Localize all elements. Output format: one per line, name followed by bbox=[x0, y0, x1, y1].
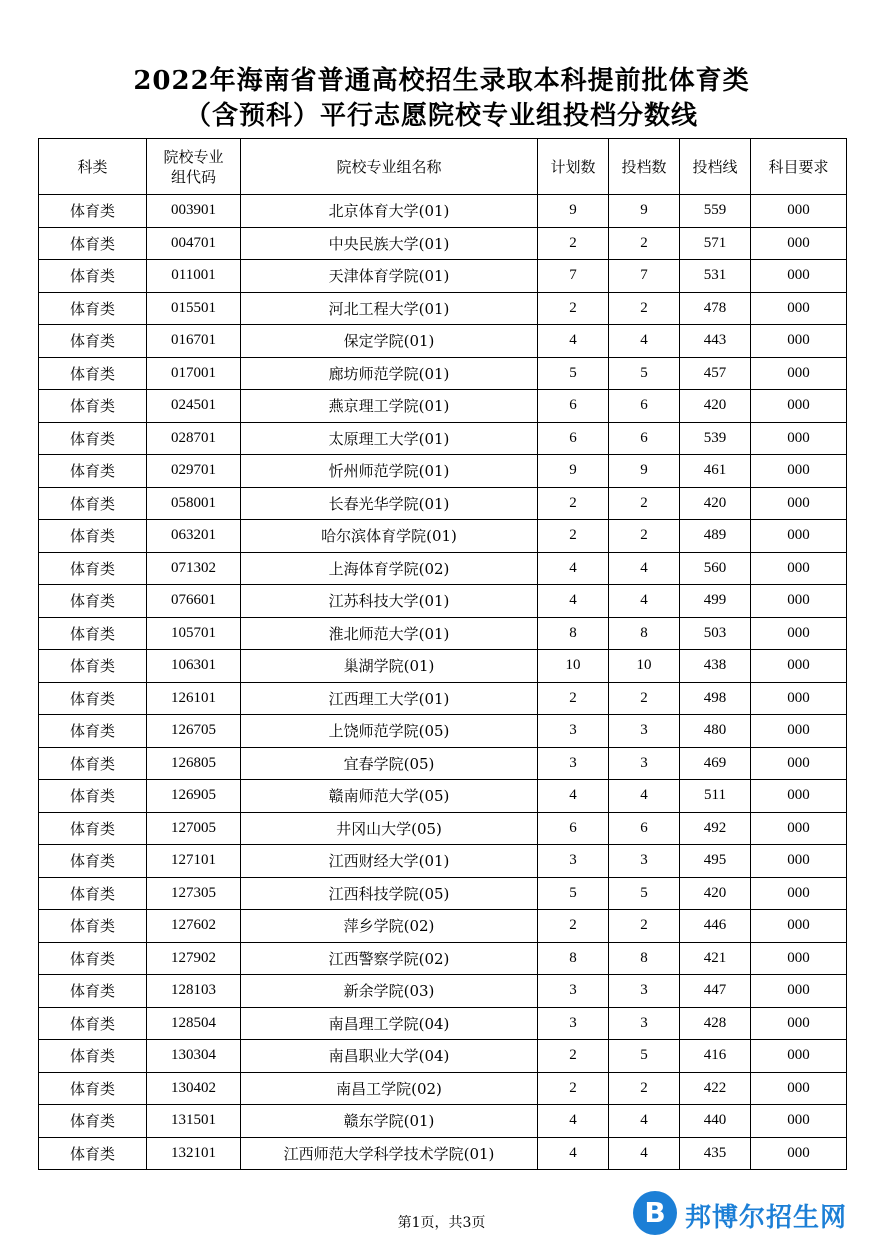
row-group-name: 河北工程大学(01) bbox=[241, 292, 538, 325]
row-cutoff-score: 438 bbox=[680, 650, 751, 683]
row-group-code: 126805 bbox=[147, 747, 241, 780]
row-group-code: 028701 bbox=[147, 422, 241, 455]
row-group-code: 106301 bbox=[147, 650, 241, 683]
row-subject-requirement: 000 bbox=[751, 292, 847, 325]
table-row bbox=[39, 877, 847, 910]
table-row bbox=[39, 195, 847, 228]
row-group-code: 063201 bbox=[147, 520, 241, 553]
row-group-code: 029701 bbox=[147, 455, 241, 488]
row-subject-requirement: 000 bbox=[751, 520, 847, 553]
row-group-name: 南昌理工学院(04) bbox=[241, 1007, 538, 1040]
row-group-code: 127305 bbox=[147, 877, 241, 910]
row-group-name: 北京体育大学(01) bbox=[241, 195, 538, 228]
row-group-name: 江西理工大学(01) bbox=[241, 682, 538, 715]
table-row bbox=[39, 260, 847, 293]
row-filed-count: 3 bbox=[609, 845, 680, 878]
row-filed-count: 2 bbox=[609, 227, 680, 260]
row-filed-count: 9 bbox=[609, 195, 680, 228]
row-category: 体育类 bbox=[39, 195, 147, 228]
row-plan-count: 2 bbox=[538, 487, 609, 520]
row-cutoff-score: 435 bbox=[680, 1137, 751, 1170]
row-filed-count: 5 bbox=[609, 1040, 680, 1073]
row-category: 体育类 bbox=[39, 975, 147, 1008]
row-cutoff-score: 511 bbox=[680, 780, 751, 813]
row-subject-requirement: 000 bbox=[751, 585, 847, 618]
row-category: 体育类 bbox=[39, 1137, 147, 1170]
row-filed-count: 2 bbox=[609, 520, 680, 553]
table-row bbox=[39, 682, 847, 715]
row-group-name: 井冈山大学(05) bbox=[241, 812, 538, 845]
table-row bbox=[39, 292, 847, 325]
row-cutoff-score: 503 bbox=[680, 617, 751, 650]
row-category: 体育类 bbox=[39, 617, 147, 650]
table-row bbox=[39, 1007, 847, 1040]
row-group-name: 淮北师范大学(01) bbox=[241, 617, 538, 650]
row-category: 体育类 bbox=[39, 227, 147, 260]
row-group-name: 江西师范大学科学技术学院(01) bbox=[241, 1137, 538, 1170]
table-row bbox=[39, 357, 847, 390]
row-category: 体育类 bbox=[39, 422, 147, 455]
row-group-code: 130304 bbox=[147, 1040, 241, 1073]
row-category: 体育类 bbox=[39, 1007, 147, 1040]
row-subject-requirement: 000 bbox=[751, 975, 847, 1008]
page-footer: 第1页，共3页 bbox=[397, 1215, 486, 1231]
row-plan-count: 2 bbox=[538, 1040, 609, 1073]
row-group-code: 016701 bbox=[147, 325, 241, 358]
row-plan-count: 4 bbox=[538, 780, 609, 813]
row-plan-count: 6 bbox=[538, 812, 609, 845]
table-row bbox=[39, 422, 847, 455]
row-plan-count: 3 bbox=[538, 975, 609, 1008]
row-group-code: 127902 bbox=[147, 942, 241, 975]
row-group-name: 南昌工学院(02) bbox=[241, 1072, 538, 1105]
row-category: 体育类 bbox=[39, 650, 147, 683]
row-cutoff-score: 495 bbox=[680, 845, 751, 878]
row-subject-requirement: 000 bbox=[751, 1072, 847, 1105]
row-plan-count: 4 bbox=[538, 1137, 609, 1170]
row-cutoff-score: 489 bbox=[680, 520, 751, 553]
row-group-code: 130402 bbox=[147, 1072, 241, 1105]
row-subject-requirement: 000 bbox=[751, 455, 847, 488]
header-category: 科类 bbox=[39, 139, 147, 195]
row-group-name: 长春光华学院(01) bbox=[241, 487, 538, 520]
row-group-code: 127602 bbox=[147, 910, 241, 943]
table-row bbox=[39, 1137, 847, 1170]
row-category: 体育类 bbox=[39, 552, 147, 585]
row-category: 体育类 bbox=[39, 390, 147, 423]
row-category: 体育类 bbox=[39, 1105, 147, 1138]
row-filed-count: 2 bbox=[609, 1072, 680, 1105]
row-plan-count: 2 bbox=[538, 910, 609, 943]
table-row bbox=[39, 780, 847, 813]
row-group-code: 058001 bbox=[147, 487, 241, 520]
row-cutoff-score: 422 bbox=[680, 1072, 751, 1105]
row-filed-count: 3 bbox=[609, 747, 680, 780]
row-cutoff-score: 498 bbox=[680, 682, 751, 715]
row-category: 体育类 bbox=[39, 520, 147, 553]
row-category: 体育类 bbox=[39, 487, 147, 520]
row-group-code: 004701 bbox=[147, 227, 241, 260]
row-group-code: 131501 bbox=[147, 1105, 241, 1138]
table-row bbox=[39, 975, 847, 1008]
row-category: 体育类 bbox=[39, 325, 147, 358]
header-subject-requirement: 科目要求 bbox=[751, 139, 847, 195]
table-row bbox=[39, 1105, 847, 1138]
table-row bbox=[39, 845, 847, 878]
row-filed-count: 8 bbox=[609, 617, 680, 650]
table-row bbox=[39, 487, 847, 520]
row-group-code: 126705 bbox=[147, 715, 241, 748]
table-row bbox=[39, 650, 847, 683]
row-subject-requirement: 000 bbox=[751, 195, 847, 228]
row-cutoff-score: 443 bbox=[680, 325, 751, 358]
row-group-code: 024501 bbox=[147, 390, 241, 423]
table-row bbox=[39, 910, 847, 943]
row-plan-count: 4 bbox=[538, 1105, 609, 1138]
row-plan-count: 2 bbox=[538, 292, 609, 325]
row-plan-count: 3 bbox=[538, 747, 609, 780]
table-row bbox=[39, 455, 847, 488]
row-filed-count: 2 bbox=[609, 292, 680, 325]
row-plan-count: 4 bbox=[538, 552, 609, 585]
row-group-name: 萍乡学院(02) bbox=[241, 910, 538, 943]
row-group-code: 126101 bbox=[147, 682, 241, 715]
row-filed-count: 6 bbox=[609, 812, 680, 845]
row-subject-requirement: 000 bbox=[751, 1137, 847, 1170]
row-plan-count: 7 bbox=[538, 260, 609, 293]
row-subject-requirement: 000 bbox=[751, 650, 847, 683]
row-category: 体育类 bbox=[39, 942, 147, 975]
row-filed-count: 2 bbox=[609, 487, 680, 520]
row-group-code: 015501 bbox=[147, 292, 241, 325]
page-title-line1: 2022年海南省普通高校招生录取本科提前批体育类 bbox=[133, 66, 750, 96]
row-cutoff-score: 420 bbox=[680, 487, 751, 520]
logo-text: 邦博尔招生网 bbox=[685, 1203, 848, 1233]
row-category: 体育类 bbox=[39, 682, 147, 715]
row-filed-count: 2 bbox=[609, 910, 680, 943]
watermark-logo bbox=[633, 1191, 873, 1239]
row-subject-requirement: 000 bbox=[751, 422, 847, 455]
row-cutoff-score: 447 bbox=[680, 975, 751, 1008]
row-cutoff-score: 539 bbox=[680, 422, 751, 455]
row-filed-count: 4 bbox=[609, 325, 680, 358]
row-plan-count: 10 bbox=[538, 650, 609, 683]
admission-score-table bbox=[38, 138, 847, 1170]
row-filed-count: 4 bbox=[609, 1137, 680, 1170]
row-cutoff-score: 461 bbox=[680, 455, 751, 488]
row-subject-requirement: 000 bbox=[751, 812, 847, 845]
row-category: 体育类 bbox=[39, 715, 147, 748]
row-subject-requirement: 000 bbox=[751, 715, 847, 748]
row-cutoff-score: 420 bbox=[680, 390, 751, 423]
row-plan-count: 5 bbox=[538, 877, 609, 910]
row-filed-count: 9 bbox=[609, 455, 680, 488]
row-cutoff-score: 446 bbox=[680, 910, 751, 943]
row-filed-count: 4 bbox=[609, 1105, 680, 1138]
row-group-code: 076601 bbox=[147, 585, 241, 618]
row-subject-requirement: 000 bbox=[751, 227, 847, 260]
row-plan-count: 2 bbox=[538, 1072, 609, 1105]
header-filed-count: 投档数 bbox=[609, 139, 680, 195]
row-cutoff-score: 492 bbox=[680, 812, 751, 845]
row-filed-count: 6 bbox=[609, 390, 680, 423]
table-row bbox=[39, 552, 847, 585]
row-group-code: 126905 bbox=[147, 780, 241, 813]
row-group-code: 003901 bbox=[147, 195, 241, 228]
row-group-name: 南昌职业大学(04) bbox=[241, 1040, 538, 1073]
row-cutoff-score: 428 bbox=[680, 1007, 751, 1040]
row-subject-requirement: 000 bbox=[751, 357, 847, 390]
page-title-line2: （含预科）平行志愿院校专业组投档分数线 bbox=[184, 101, 698, 131]
row-cutoff-score: 420 bbox=[680, 877, 751, 910]
table-row bbox=[39, 390, 847, 423]
row-group-code: 127005 bbox=[147, 812, 241, 845]
table-row bbox=[39, 1040, 847, 1073]
table-row bbox=[39, 585, 847, 618]
row-subject-requirement: 000 bbox=[751, 1040, 847, 1073]
row-group-name: 江苏科技大学(01) bbox=[241, 585, 538, 618]
row-filed-count: 10 bbox=[609, 650, 680, 683]
row-filed-count: 5 bbox=[609, 357, 680, 390]
table-row bbox=[39, 812, 847, 845]
row-group-code: 071302 bbox=[147, 552, 241, 585]
row-filed-count: 5 bbox=[609, 877, 680, 910]
row-group-name: 巢湖学院(01) bbox=[241, 650, 538, 683]
row-group-name: 新余学院(03) bbox=[241, 975, 538, 1008]
header-cutoff-score: 投档线 bbox=[680, 139, 751, 195]
row-group-name: 上饶师范学院(05) bbox=[241, 715, 538, 748]
row-plan-count: 6 bbox=[538, 422, 609, 455]
row-plan-count: 9 bbox=[538, 195, 609, 228]
row-group-code: 128504 bbox=[147, 1007, 241, 1040]
row-category: 体育类 bbox=[39, 1040, 147, 1073]
table-row bbox=[39, 1072, 847, 1105]
row-cutoff-score: 499 bbox=[680, 585, 751, 618]
row-subject-requirement: 000 bbox=[751, 325, 847, 358]
row-plan-count: 6 bbox=[538, 390, 609, 423]
row-plan-count: 3 bbox=[538, 715, 609, 748]
row-group-name: 燕京理工学院(01) bbox=[241, 390, 538, 423]
row-group-code: 132101 bbox=[147, 1137, 241, 1170]
row-filed-count: 3 bbox=[609, 715, 680, 748]
row-group-name: 太原理工大学(01) bbox=[241, 422, 538, 455]
row-cutoff-score: 559 bbox=[680, 195, 751, 228]
row-group-code: 011001 bbox=[147, 260, 241, 293]
row-filed-count: 3 bbox=[609, 975, 680, 1008]
row-plan-count: 3 bbox=[538, 1007, 609, 1040]
logo-icon: B bbox=[633, 1191, 677, 1235]
row-group-code: 105701 bbox=[147, 617, 241, 650]
row-group-name: 赣南师范大学(05) bbox=[241, 780, 538, 813]
row-subject-requirement: 000 bbox=[751, 942, 847, 975]
row-group-code: 127101 bbox=[147, 845, 241, 878]
row-cutoff-score: 480 bbox=[680, 715, 751, 748]
row-group-name: 保定学院(01) bbox=[241, 325, 538, 358]
row-filed-count: 7 bbox=[609, 260, 680, 293]
row-category: 体育类 bbox=[39, 357, 147, 390]
row-group-name: 廊坊师范学院(01) bbox=[241, 357, 538, 390]
row-subject-requirement: 000 bbox=[751, 390, 847, 423]
row-subject-requirement: 000 bbox=[751, 552, 847, 585]
row-subject-requirement: 000 bbox=[751, 780, 847, 813]
row-category: 体育类 bbox=[39, 877, 147, 910]
table-row bbox=[39, 325, 847, 358]
row-cutoff-score: 457 bbox=[680, 357, 751, 390]
row-plan-count: 2 bbox=[538, 682, 609, 715]
row-group-name: 江西财经大学(01) bbox=[241, 845, 538, 878]
row-cutoff-score: 469 bbox=[680, 747, 751, 780]
row-subject-requirement: 000 bbox=[751, 1105, 847, 1138]
row-cutoff-score: 560 bbox=[680, 552, 751, 585]
row-cutoff-score: 440 bbox=[680, 1105, 751, 1138]
table-row bbox=[39, 227, 847, 260]
table-row bbox=[39, 617, 847, 650]
row-group-name: 哈尔滨体育学院(01) bbox=[241, 520, 538, 553]
row-subject-requirement: 000 bbox=[751, 617, 847, 650]
row-filed-count: 2 bbox=[609, 682, 680, 715]
header-group-name: 院校专业组名称 bbox=[241, 139, 538, 195]
row-filed-count: 3 bbox=[609, 1007, 680, 1040]
row-category: 体育类 bbox=[39, 780, 147, 813]
row-filed-count: 4 bbox=[609, 780, 680, 813]
header-group-code: 院校专业 组代码 bbox=[147, 139, 241, 195]
row-group-name: 江西警察学院(02) bbox=[241, 942, 538, 975]
row-category: 体育类 bbox=[39, 292, 147, 325]
row-plan-count: 4 bbox=[538, 325, 609, 358]
row-group-code: 017001 bbox=[147, 357, 241, 390]
row-category: 体育类 bbox=[39, 260, 147, 293]
row-group-name: 赣东学院(01) bbox=[241, 1105, 538, 1138]
row-category: 体育类 bbox=[39, 845, 147, 878]
row-group-name: 江西科技学院(05) bbox=[241, 877, 538, 910]
row-subject-requirement: 000 bbox=[751, 1007, 847, 1040]
table-row bbox=[39, 942, 847, 975]
row-filed-count: 4 bbox=[609, 552, 680, 585]
row-plan-count: 8 bbox=[538, 942, 609, 975]
row-subject-requirement: 000 bbox=[751, 747, 847, 780]
row-plan-count: 5 bbox=[538, 357, 609, 390]
row-cutoff-score: 416 bbox=[680, 1040, 751, 1073]
row-subject-requirement: 000 bbox=[751, 682, 847, 715]
row-filed-count: 6 bbox=[609, 422, 680, 455]
row-group-name: 忻州师范学院(01) bbox=[241, 455, 538, 488]
row-group-name: 上海体育学院(02) bbox=[241, 552, 538, 585]
row-plan-count: 2 bbox=[538, 227, 609, 260]
row-filed-count: 8 bbox=[609, 942, 680, 975]
row-group-name: 中央民族大学(01) bbox=[241, 227, 538, 260]
row-category: 体育类 bbox=[39, 1072, 147, 1105]
row-plan-count: 3 bbox=[538, 845, 609, 878]
table-row bbox=[39, 520, 847, 553]
row-category: 体育类 bbox=[39, 455, 147, 488]
row-group-name: 宜春学院(05) bbox=[241, 747, 538, 780]
row-cutoff-score: 421 bbox=[680, 942, 751, 975]
row-category: 体育类 bbox=[39, 747, 147, 780]
row-plan-count: 9 bbox=[538, 455, 609, 488]
table-header-row bbox=[39, 139, 847, 195]
row-subject-requirement: 000 bbox=[751, 487, 847, 520]
row-cutoff-score: 478 bbox=[680, 292, 751, 325]
row-group-code: 128103 bbox=[147, 975, 241, 1008]
row-category: 体育类 bbox=[39, 585, 147, 618]
table-row bbox=[39, 715, 847, 748]
row-subject-requirement: 000 bbox=[751, 877, 847, 910]
row-group-name: 天津体育学院(01) bbox=[241, 260, 538, 293]
row-plan-count: 4 bbox=[538, 585, 609, 618]
row-plan-count: 2 bbox=[538, 520, 609, 553]
row-cutoff-score: 531 bbox=[680, 260, 751, 293]
table-row bbox=[39, 747, 847, 780]
header-plan-count: 计划数 bbox=[538, 139, 609, 195]
row-subject-requirement: 000 bbox=[751, 845, 847, 878]
row-cutoff-score: 571 bbox=[680, 227, 751, 260]
row-subject-requirement: 000 bbox=[751, 910, 847, 943]
row-filed-count: 4 bbox=[609, 585, 680, 618]
row-category: 体育类 bbox=[39, 910, 147, 943]
row-plan-count: 8 bbox=[538, 617, 609, 650]
row-subject-requirement: 000 bbox=[751, 260, 847, 293]
row-category: 体育类 bbox=[39, 812, 147, 845]
